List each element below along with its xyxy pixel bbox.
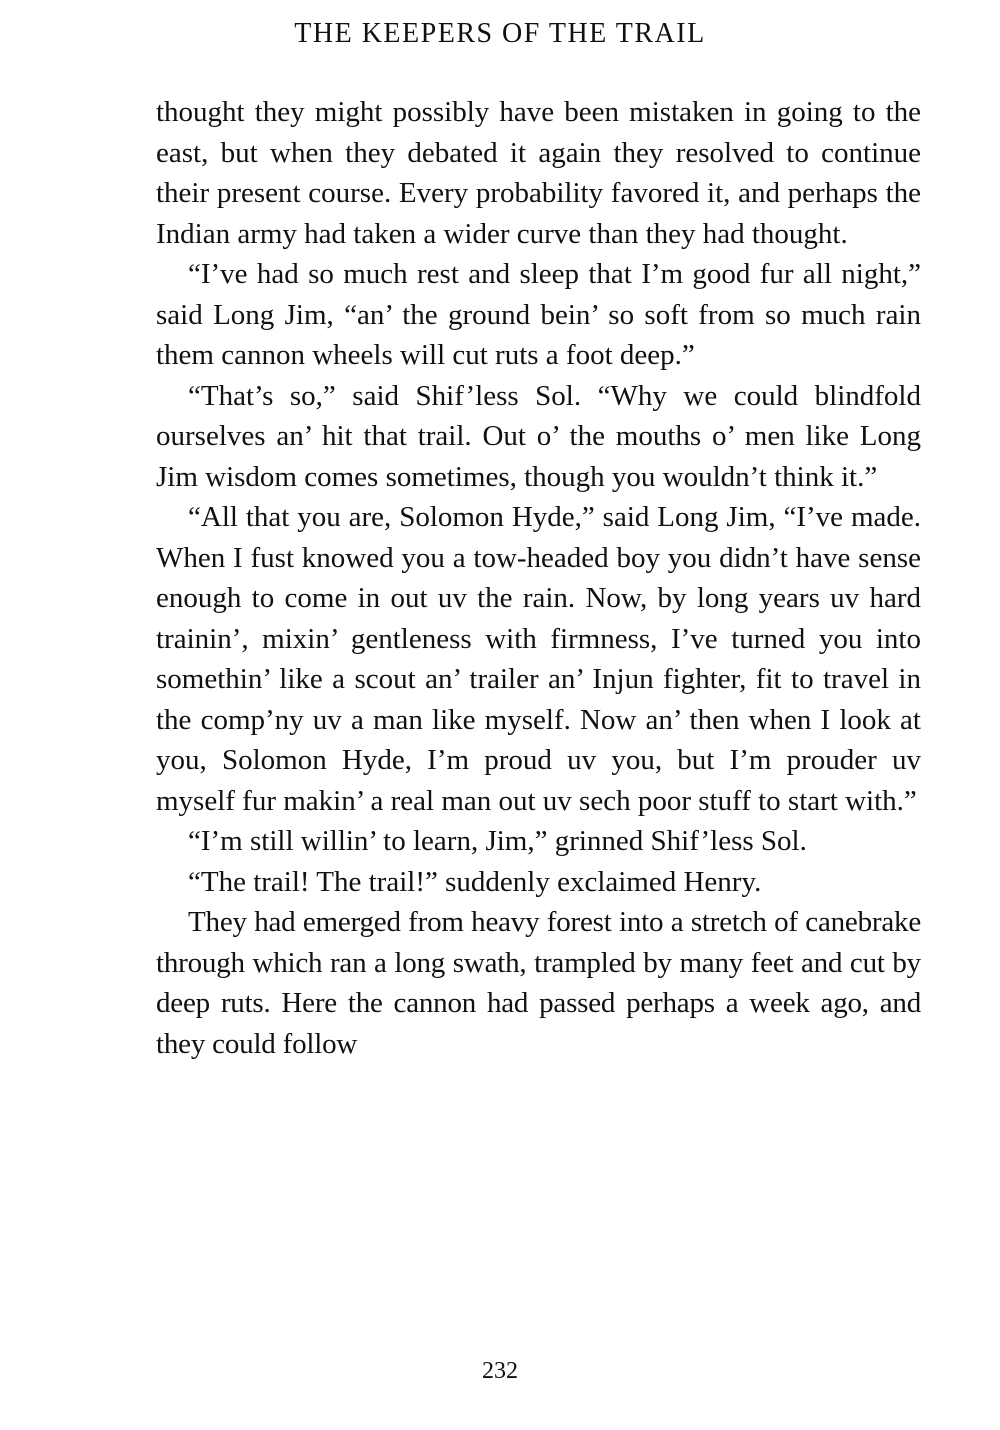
paragraph-3: “That’s so,” said Shif’less Sol. “Why we could blindfold ourselves an’ hit that trail. Out o’ the mouths o’ men like Long Jim wisdom comes sometimes, though you wouldn’t think it.” <box>156 379 921 493</box>
running-head: THE KEEPERS OF THE TRAIL <box>294 18 706 49</box>
paragraph-4: “All that you are, Solomon Hyde,” said Long Jim, “I’ve made. When I fust knowed you a tow-headed boy you didn’t have sense enough to come in out uv the rain. Now, by long years uv hard trainin’, mixin’ gentleness with firmness, I’ve turned you into somethin’ like a scout an’ trailer an’ Injun fighter, fit to travel in the comp’ny uv a man like myself. Now an’ then when I look at you, Solomon Hyde, I’m proud uv you, but I’m prouder uv myself fur makin’ a real man out uv sech poor stuff to start with.” <box>156 501 921 817</box>
paragraph-1: thought they might possibly have been mistaken in going to the east, but when they debated it again they resolved to continue their present course. Every probability favored it, and perhaps the Indian army had taken a wider curve than they had thought. <box>156 96 921 250</box>
paragraph-7: They had emerged from heavy forest into a stretch of canebrake through which ran a long swath, trampled by many feet and cut by deep ruts. Here the cannon had passed perhaps a week ago, and they could follow <box>156 906 921 1060</box>
paragraph-2: “I’ve had so much rest and sleep that I’m good fur all night,” said Long Jim, “an’ the ground bein’ so soft from so much rain them cannon wheels will cut ruts a foot deep.” <box>156 258 921 371</box>
paragraph-5: “I’m still willin’ to learn, Jim,” grinned Shif’less Sol. <box>188 825 807 857</box>
paragraph-6: “The trail! The trail!” suddenly exclaimed Henry. <box>188 865 762 898</box>
body-text <box>156 92 921 1064</box>
page-number: 232 <box>482 1358 518 1384</box>
